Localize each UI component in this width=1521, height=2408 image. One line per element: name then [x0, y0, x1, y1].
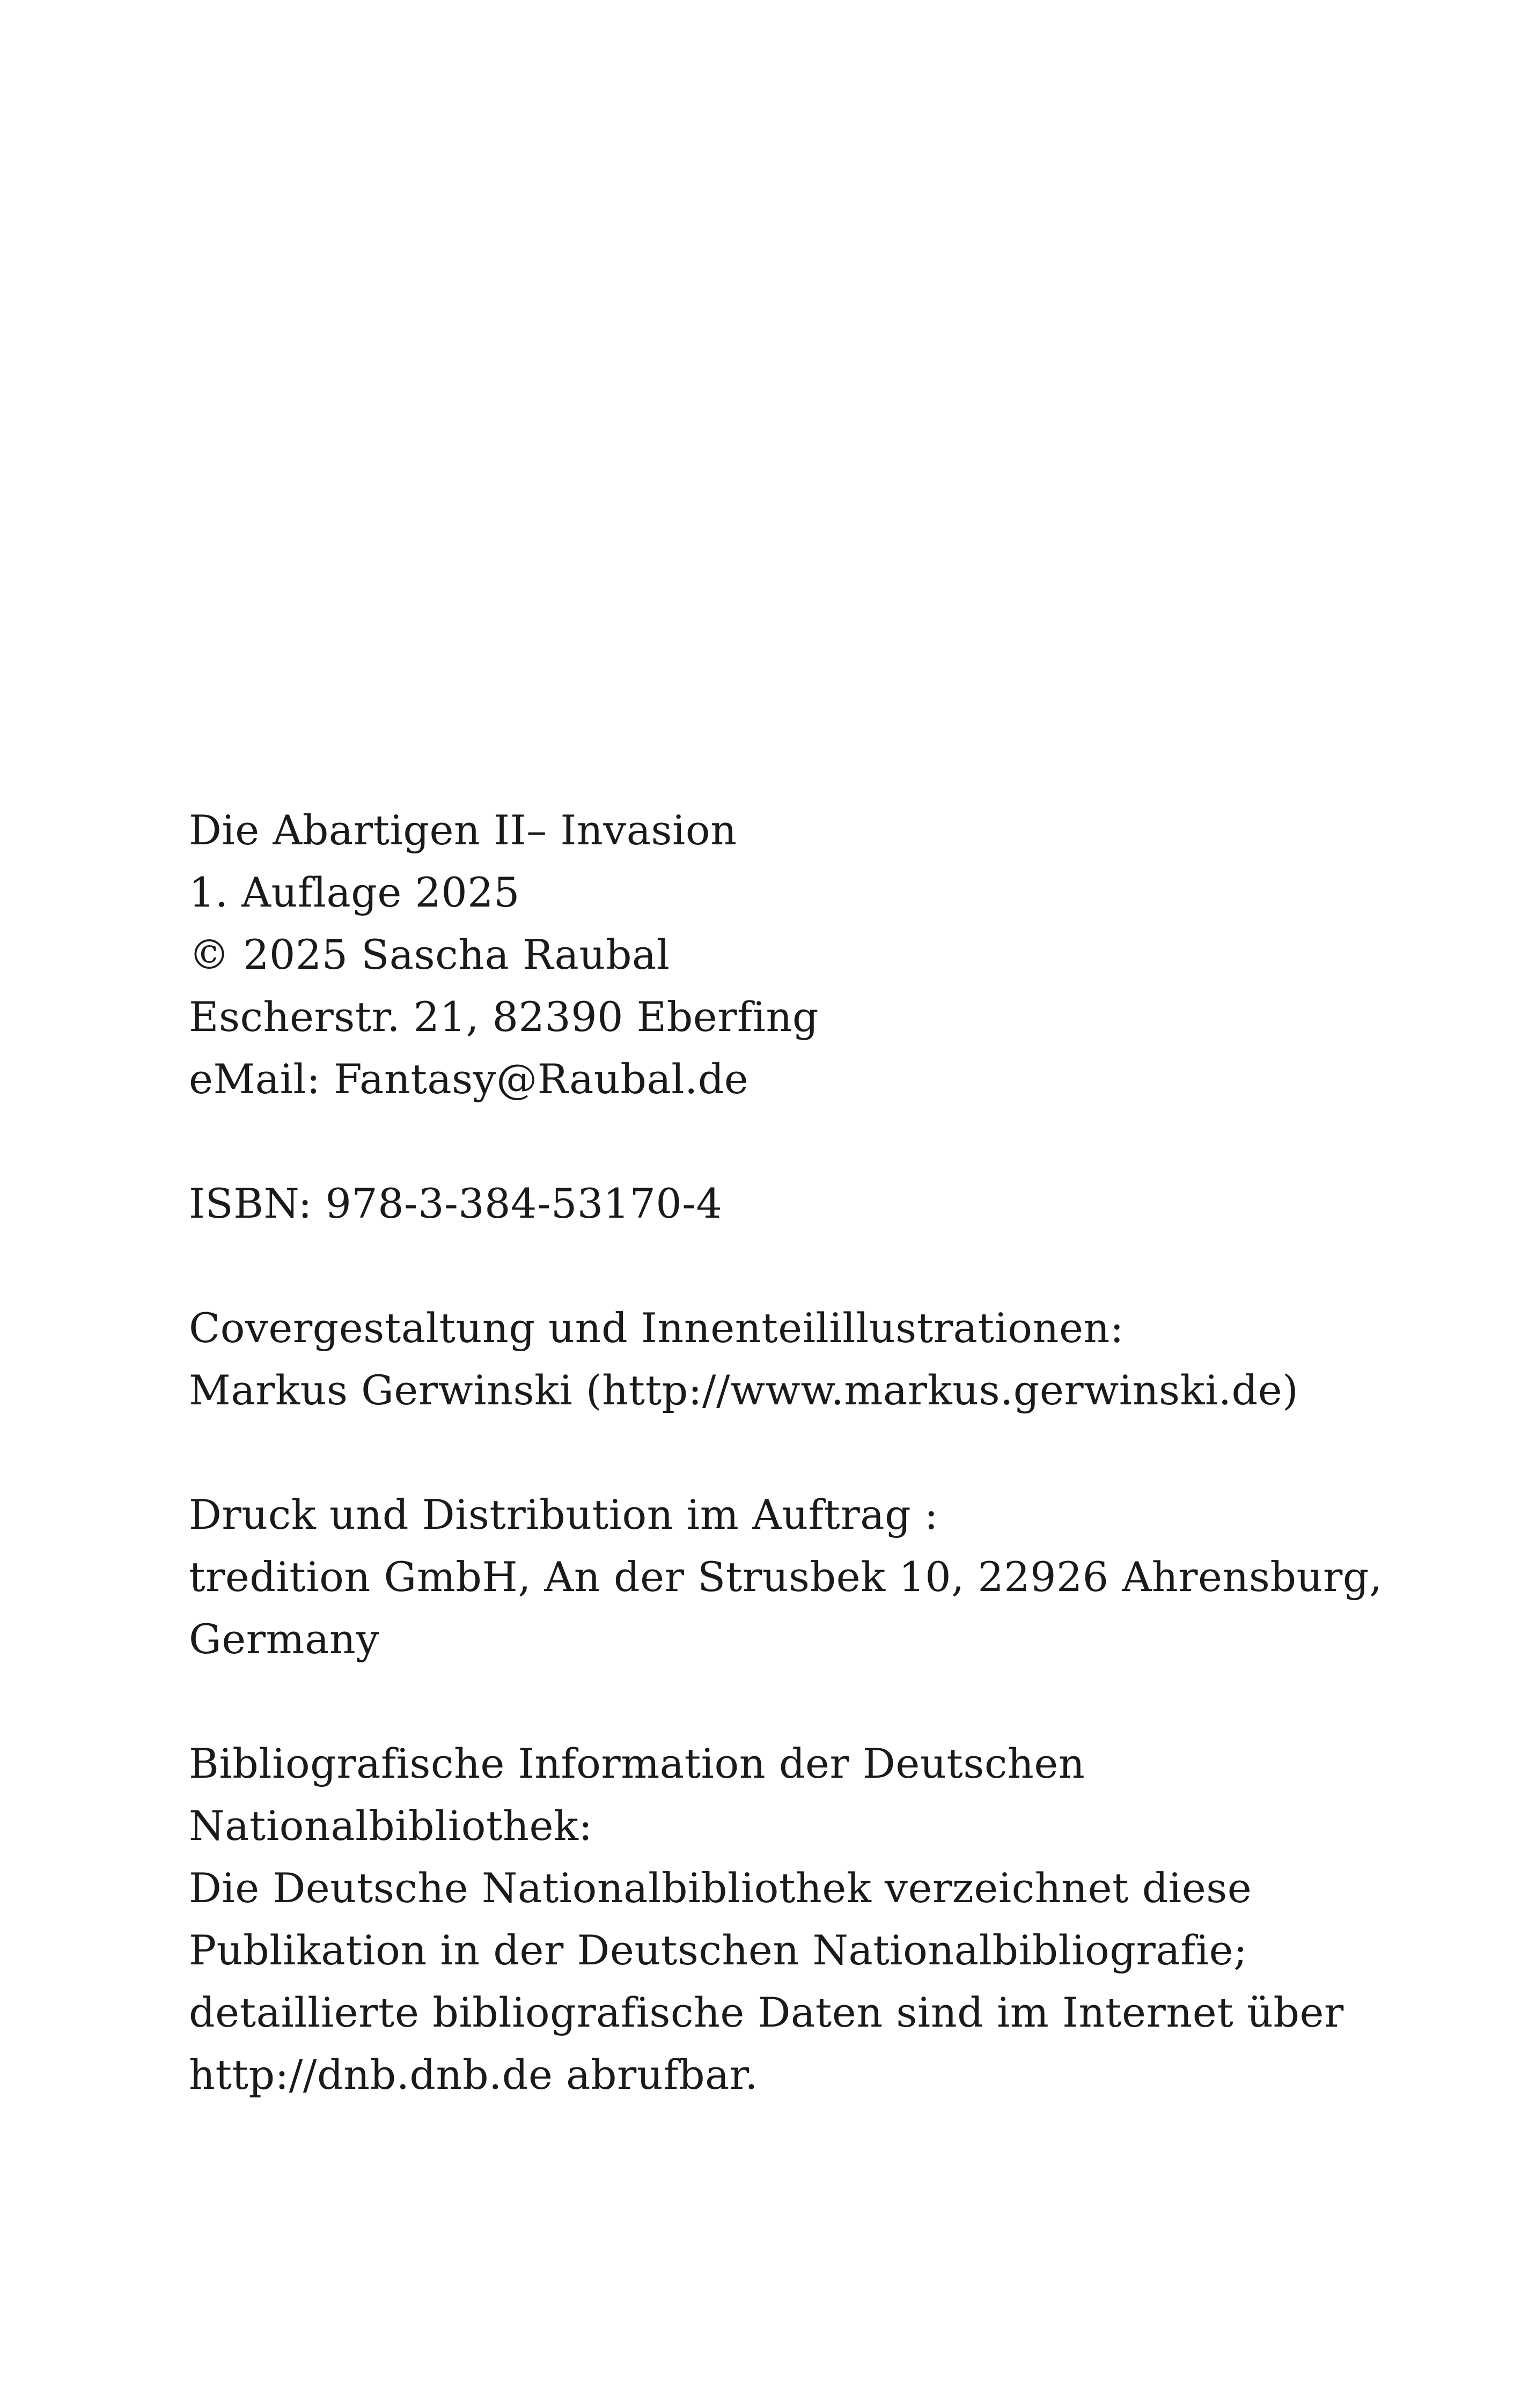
bibliography-line-2: Nationalbibliothek: — [189, 1802, 593, 1850]
spacer — [189, 1670, 1423, 1733]
spacer — [189, 1235, 1423, 1297]
book-details — [189, 799, 1423, 1110]
print-country-line: Germany — [189, 1615, 379, 1663]
imprint-text — [189, 799, 1423, 2106]
spacer — [189, 1422, 1423, 1484]
isbn-block — [189, 1173, 1423, 1235]
book-title-line: Die Abartigen II– Invasion — [189, 806, 737, 854]
copyright-line: © 2025 Sascha Raubal — [189, 931, 670, 978]
bibliographic-information — [189, 1733, 1423, 2106]
bibliography-line-4: Publikation in der Deutschen Nationalbibliografie; — [189, 1926, 1248, 1974]
cover-credits — [189, 1297, 1423, 1422]
cover-heading: Covergestaltung und Innenteilillustrationen: — [189, 1304, 1124, 1352]
bibliography-line-5: detaillierte bibliografische Daten sind im Internet über — [189, 1989, 1344, 2036]
bibliography-line-6: http://dnb.dnb.de abrufbar. — [189, 2051, 759, 2098]
print-address-line: tredition GmbH, An der Strusbek 10, 22926 Ahrensburg, — [189, 1553, 1383, 1601]
address-line: Escherstr. 21, 82390 Eberfing — [189, 993, 819, 1041]
bibliography-line-3: Die Deutsche Nationalbibliothek verzeichnet diese — [189, 1864, 1252, 1912]
print-distribution — [189, 1484, 1423, 1670]
cover-credit: Markus Gerwinski (http://www.markus.gerwinski.de) — [189, 1366, 1299, 1414]
print-heading: Druck und Distribution im Auftrag : — [189, 1491, 939, 1538]
spacer — [189, 1110, 1423, 1173]
edition-line: 1. Auflage 2025 — [189, 868, 520, 916]
bibliography-line-1: Bibliografische Information der Deutschen — [189, 1740, 1085, 1787]
email-line: eMail: Fantasy@Raubal.de — [189, 1055, 749, 1103]
isbn-line: ISBN: 978-3-384-53170-4 — [189, 1180, 723, 1227]
